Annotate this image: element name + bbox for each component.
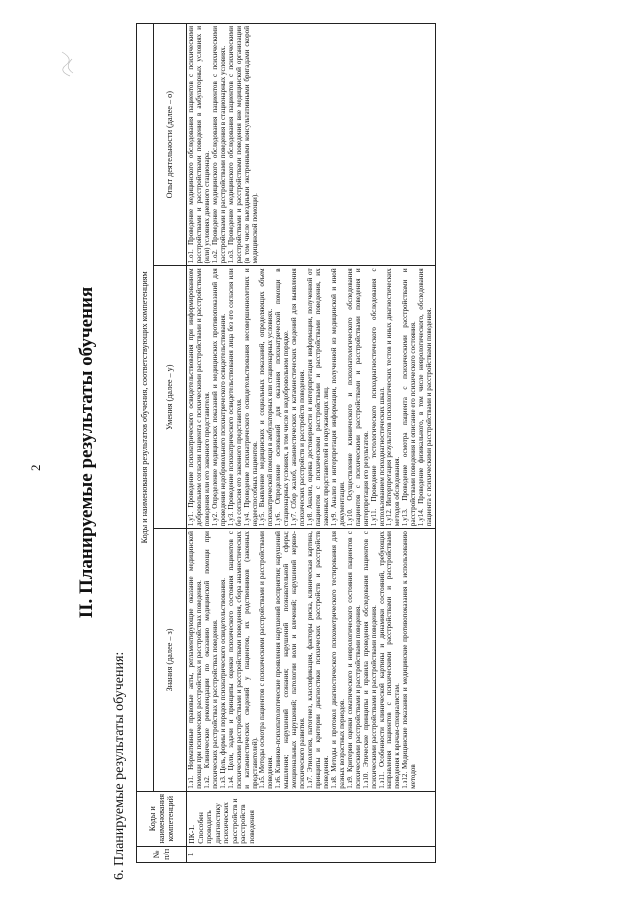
experience-cell [187,24,436,266]
skill-item: 1.у12. Интерпретация результатов психологических тестов и иных диагностических методов обследования. [385,268,402,527]
skill-item: 1.у8. Анализ, оценка достоверности и интерпретация информации, полученной от пациентов с психическими расстройствами и расстройствами поведения, их законных представителей и окружающих лиц. [306,268,330,527]
knowledge-item: 1.з5. Методы осмотра пациентов с психическими расстройствами и расстройствами поведения. [258,531,275,789]
skill-item: 1.у3. Проведение психиатрического освидетельствования лица без его согласия или без согласия его законного представителя. [226,268,243,527]
experience-item: 1.о3. Проведение медицинского обследования пациентов с психическими расстройствами и расстройствами поведения вне медицинской организации (в том числе выездными экстренными консультативными бригадами скорой медицинской помощи). [226,26,259,264]
skill-item: 1.у13. Проведение осмотра пациента с психическими расстройствами и расстройствами поведения и описание его психического состояния. [401,268,418,527]
subsection-title: 6. Планируемые результаты обучения: [112,651,127,880]
skills-cell [187,266,436,529]
knowledge-item: 1.з4. Цели, задачи и принципы оценки психического состояния пациентов с психическими расстройствами и расстройствами поведения, сбора анамнестических и катамнестических сведений у пациентов, их родственников (законных представителей). [226,531,259,789]
knowledge-cell [187,529,436,792]
header-skills: Умения (далее – у) [154,266,187,529]
skill-item: 1.у9. Анализ и интерпретация информации, полученной из медицинской и иной документации. [329,268,346,527]
knowledge-item: 1.з9. Критерии оценки соматического и неврологического состояния пациентов с психическими расстройствами и расстройствами поведения. [345,531,362,789]
skill-item: 1.у6. Определение оснований для оказания психиатрической помощи в стационарных условиях, в том числе в недобровольном порядке. [274,268,291,527]
skill-item: 1.у7. Сбор жалоб, анамнестических и катамнестических сведений для выявления психических расстройств и расстройств поведения. [290,268,307,527]
skill-item: 1.у5. Выявление медицинских и социальных показаний, определяющих объем психиатрической помощи в амбулаторных или стационарных условиях. [258,268,275,527]
results-table [136,23,436,863]
skill-item: 1.у14. Проведение физикального, в том числе неврологического, обследования пациента с психическими расстройствами и расстройствами поведения. [417,268,434,527]
knowledge-item: 1.з1. Нормативные правовые акты, регламентирующие оказание медицинской помощи при психических расстройствах и расстройствах поведения. [187,531,203,789]
header-knowledge: Знания (далее – з) [154,529,187,792]
row-number: 1 [187,846,436,862]
knowledge-item: 1.з7. Этиология, патогенез, классификация, факторы риска, клиническая картина, принципы и критерии диагностики психических расстройств и расстройств поведения. [306,531,330,789]
section-title: II. Планируемые результаты обучения [76,286,97,619]
skill-item: 1.у1. Проведение психиатрического освидетельствования при информированном добровольном согласии пациента с психическими расстройствами и расстройствами поведения или его законного представителя. [187,268,211,527]
skill-item: 1.у11. Проведение тестологического психодиагностического обследования с использованием психодиагностических шкал. [369,268,386,527]
skill-item: 1.у10. Осуществление клинического и психопатологического обследования пациентов с психическими расстройствами и расстройствами поведения и интерпретация его результатов. [345,268,370,527]
experience-item: 1.о2. Проведение медицинского обследования пациентов с психическими расстройствами и расстройствами поведения в стационарных условиях. [210,26,227,264]
header-results-group: Коды и наименования результатов обучения, соответствующих компетенциям [137,24,154,792]
page-number: 2 [28,464,43,471]
knowledge-item: 1.з2. Клинические рекомендации по оказанию медицинской помощи при психических расстройствах и расстройствах поведения. [202,531,219,789]
skill-item: 1.у4. Проведение психиатрического освидетельствования несовершеннолетних и недееспособных пациентов. [242,268,259,527]
knowledge-item: 1.з10. Этические принципы и правила проведения обследования пациентов с психическими расстройствами и расстройствами поведения. [361,531,378,789]
header-experience: Опыт деятельности (далее – о) [154,24,187,266]
knowledge-item: 1.з6. Клинико-психопатологические проявления нарушений восприятия; нарушений мышления; нарушений сознания; нарушений познавательной сферы; эмоциональных нарушений; патологии воли и влечений; нарушений нервно-психического развития. [274,531,307,789]
header-num: № п/п [137,846,187,862]
skill-item: 1.у2. Определение медицинских показаний и медицинских противопоказаний для проведения недобровольного психиатрического освидетельствования. [210,268,227,527]
knowledge-item: 1.з11. Особенности клинической картины и динамики состояний, требующих направления пациентов с психическими расстройствами и расстройствами поведения к врачам-специалистам. [377,531,402,789]
experience-item: 1.о1. Проведение медицинского обследования пациентов с психическими расстройствами и расстройствами поведения в амбулаторных условиях и (или) условиях дневного стационара. [187,26,211,264]
knowledge-item: 1.з12. Медицинские показания и медицинские противопоказания к использованию методов [401,531,418,789]
competency-cell: ПК-1. Способен проводить диагностику психических расстройств и расстройств поведения [187,791,436,846]
knowledge-item: 1.з3. Цель, формы и порядок психиатрического освидетельствования. [218,577,227,789]
faint-stamp-mark [54,49,76,79]
header-competency: Коды и наименования компетенций [137,791,187,846]
knowledge-item: 1.з8. Методы и протокол диагностического психометрического тестирования для разных возрастных периодов. [329,531,346,789]
